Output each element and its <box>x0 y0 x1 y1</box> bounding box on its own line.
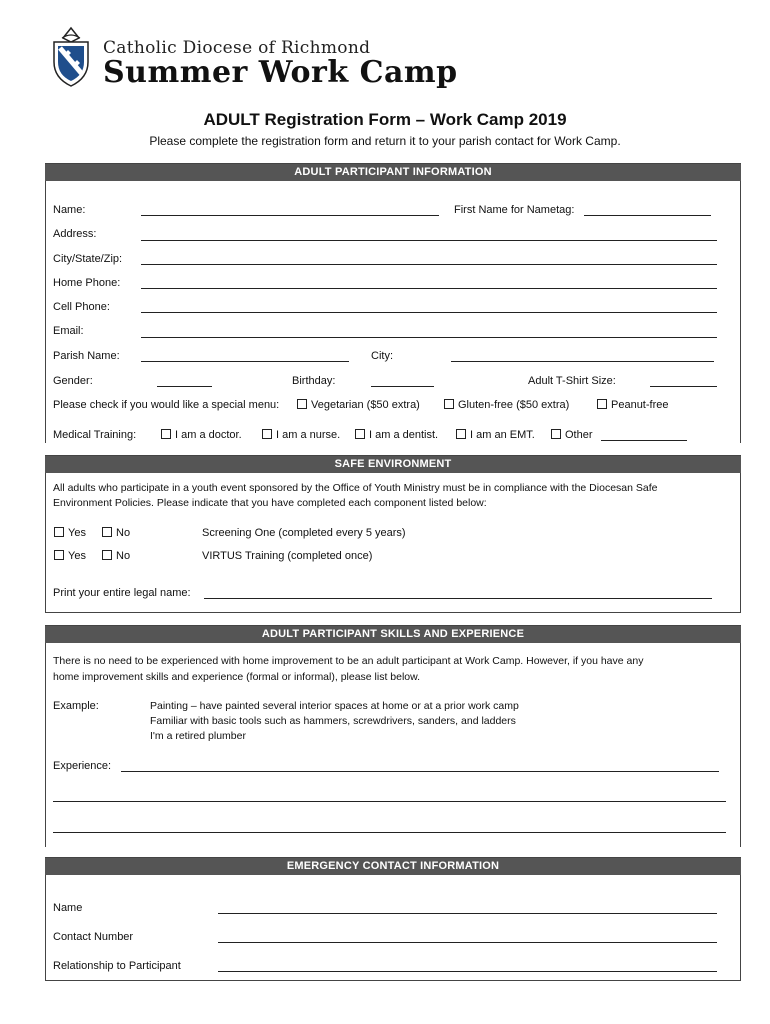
example-item: Familiar with basic tools such as hammers, screwdrivers, sanders, and ladders <box>150 715 516 727</box>
screening-label: Screening One (completed every 5 years) <box>202 527 406 539</box>
tshirt-label: Adult T-Shirt Size: <box>528 375 616 387</box>
example-label: Example: <box>53 700 99 712</box>
safe-paragraph-line2: Environment Policies. Please indicate that you have completed each component listed below: <box>53 497 487 509</box>
checkbox-icon <box>456 429 466 439</box>
nametag-field[interactable] <box>584 215 711 216</box>
medical-label: Medical Training: <box>53 429 137 441</box>
safe-paragraph-line1: All adults who participate in a youth event sponsored by the Office of Youth Ministry must be in compliance with the Diocesan Safe <box>53 482 658 494</box>
emergency-heading: EMERGENCY CONTACT INFORMATION <box>45 858 741 875</box>
skills-paragraph-line2: home improvement skills and experience (formal or informal), please list below. <box>53 671 421 683</box>
experience-field-line2[interactable] <box>53 801 726 802</box>
city-state-zip-field[interactable] <box>141 264 717 265</box>
checkbox-icon <box>262 429 272 439</box>
nurse-checkbox[interactable]: I am a nurse. <box>262 429 340 441</box>
diocese-name: Catholic Diocese of Richmond <box>103 38 371 58</box>
birthday-label: Birthday: <box>292 375 336 387</box>
gender-label: Gender: <box>53 375 93 387</box>
dentist-checkbox[interactable]: I am a dentist. <box>355 429 438 441</box>
checkbox-icon <box>102 527 112 537</box>
address-field[interactable] <box>141 240 717 241</box>
form-instructions: Please complete the registration form and return it to your parish contact for Work Camp. <box>149 134 621 148</box>
checkbox-icon <box>54 550 64 560</box>
email-field[interactable] <box>141 337 717 338</box>
city-field[interactable] <box>451 361 714 362</box>
cell-phone-field[interactable] <box>141 312 717 313</box>
city-state-zip-label: City/State/Zip: <box>53 253 123 265</box>
other-checkbox[interactable]: Other <box>551 429 593 441</box>
virtus-yes-checkbox[interactable]: Yes <box>54 550 86 562</box>
menu-prompt: Please check if you would like a special menu: <box>53 399 280 411</box>
address-label: Address: <box>53 228 97 240</box>
name-field[interactable] <box>141 215 439 216</box>
safe-environment-heading: SAFE ENVIRONMENT <box>45 456 741 473</box>
checkbox-icon <box>551 429 561 439</box>
experience-label: Experience: <box>53 760 112 772</box>
checkbox-icon <box>444 399 454 409</box>
virtus-label: VIRTUS Training (completed once) <box>202 550 373 562</box>
screening-yes-checkbox[interactable]: Yes <box>54 527 86 539</box>
vegetarian-checkbox[interactable]: Vegetarian ($50 extra) <box>297 399 420 411</box>
parish-name-field[interactable] <box>141 361 349 362</box>
skills-paragraph-line1: There is no need to be experienced with home improvement to be an adult participant at Work Camp. However, if you have any <box>53 655 644 667</box>
city-label: City: <box>371 350 393 362</box>
cell-phone-label: Cell Phone: <box>53 301 110 313</box>
checkbox-icon <box>597 399 607 409</box>
email-label: Email: <box>53 325 84 337</box>
other-field[interactable] <box>601 440 687 441</box>
checkbox-icon <box>161 429 171 439</box>
relationship-field[interactable] <box>218 971 717 972</box>
name-label: Name: <box>53 204 86 216</box>
birthday-field[interactable] <box>371 386 434 387</box>
experience-field-line3[interactable] <box>53 832 726 833</box>
relationship-label: Relationship to Participant <box>53 960 181 972</box>
screening-no-checkbox[interactable]: No <box>102 527 130 539</box>
emt-checkbox[interactable]: I am an EMT. <box>456 429 535 441</box>
home-phone-field[interactable] <box>141 288 717 289</box>
example-item: Painting – have painted several interior spaces at home or at a prior work camp <box>150 700 519 712</box>
legal-name-label: Print your entire legal name: <box>53 587 191 599</box>
diocese-logo <box>48 26 94 88</box>
checkbox-icon <box>54 527 64 537</box>
program-name: Summer Work Camp <box>103 55 458 90</box>
checkbox-icon <box>355 429 365 439</box>
virtus-no-checkbox[interactable]: No <box>102 550 130 562</box>
peanut-free-checkbox[interactable]: Peanut-free <box>597 399 668 411</box>
participant-heading: ADULT PARTICIPANT INFORMATION <box>45 164 741 181</box>
nametag-label: First Name for Nametag: <box>454 204 575 216</box>
form-title: ADULT Registration Form – Work Camp 2019 <box>203 110 567 129</box>
gender-field[interactable] <box>157 386 212 387</box>
example-item: I'm a retired plumber <box>150 730 246 742</box>
tshirt-field[interactable] <box>650 386 717 387</box>
contact-number-label: Contact Number <box>53 931 134 943</box>
emergency-name-field[interactable] <box>218 913 717 914</box>
emergency-name-label: Name <box>53 902 83 914</box>
parish-name-label: Parish Name: <box>53 350 120 362</box>
checkbox-icon <box>102 550 112 560</box>
doctor-checkbox[interactable]: I am a doctor. <box>161 429 242 441</box>
skills-heading: ADULT PARTICIPANT SKILLS AND EXPERIENCE <box>45 626 741 643</box>
home-phone-label: Home Phone: <box>53 277 121 289</box>
contact-number-field[interactable] <box>218 942 717 943</box>
checkbox-icon <box>297 399 307 409</box>
mitre-shield-icon <box>48 26 94 88</box>
legal-name-field[interactable] <box>204 598 712 599</box>
experience-field[interactable] <box>121 771 719 772</box>
gluten-free-checkbox[interactable]: Gluten-free ($50 extra) <box>444 399 569 411</box>
